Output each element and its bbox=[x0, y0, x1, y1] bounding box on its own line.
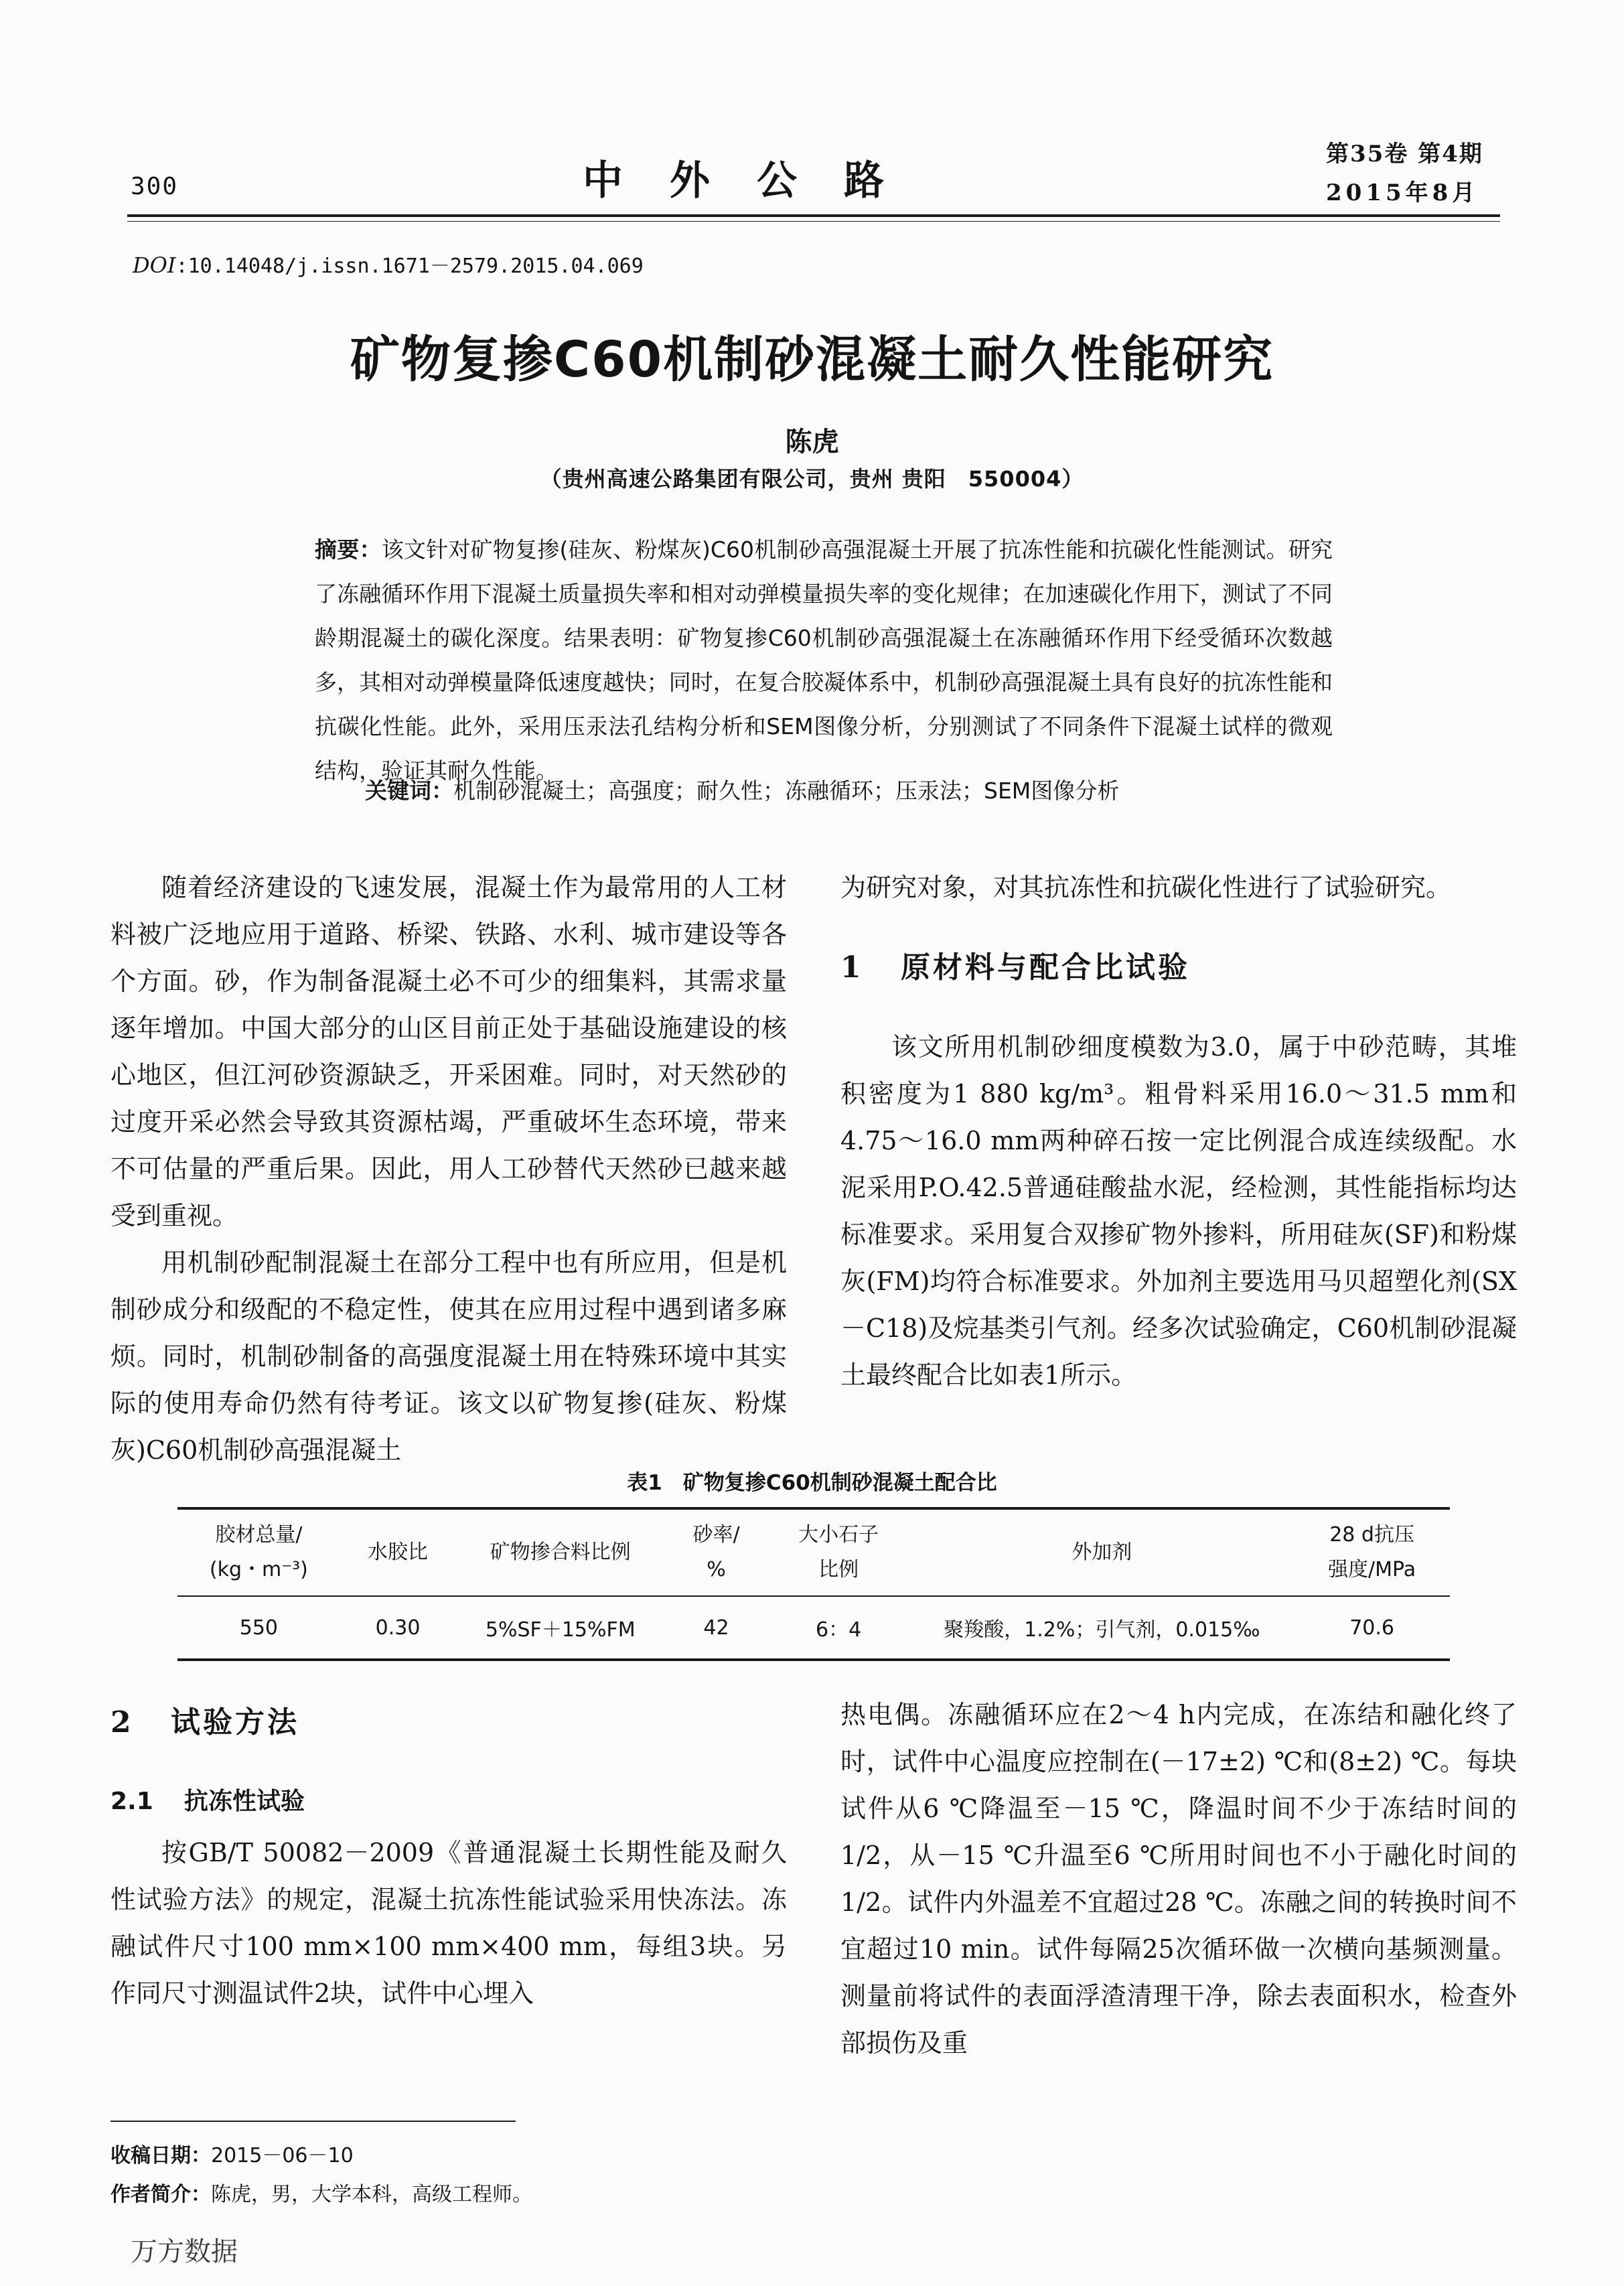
body-paragraph: 该文所用机制砂细度模数为3.0，属于中砂范畴，其堆积密度为1 880 kg/m³。粗骨料采用16.0～31.5 mm和4.75～16.0 mm两种碎石按一定比例混合成连续级配。水泥采用P.O.42.5普通硅酸盐水泥，经检测，其性能指标均达标准要求。采用复合双掺矿物外掺料，所用硅灰(SF)和粉煤灰(FM)均符合标准要求。外加剂主要选用马贝超塑化剂(SX－C18)及烷基类引气剂。经多次试验确定，C60机制砂混凝土最终配合比如表1所示。 bbox=[840, 1032, 1517, 1390]
footnote-rule bbox=[110, 2121, 516, 2122]
received-date: 收稿日期：2015－06－10 bbox=[110, 2144, 354, 2167]
table-cell: 6：4 bbox=[815, 1618, 862, 1642]
page-number: 300 bbox=[131, 173, 179, 200]
body-paragraph: 按GB/T 50082－2009《普通混凝土长期性能及耐久性试验方法》的规定，混凝土抗冻性能试验采用快冻法。冻融试件尺寸100 mm×100 mm×400 mm，每组3块。另作同尺寸测温试件2块，试件中心埋入 bbox=[110, 1838, 787, 2008]
body-column-right-upper bbox=[840, 864, 1517, 1399]
footnotes bbox=[110, 2137, 532, 2214]
body-column-left-upper bbox=[110, 864, 787, 1474]
body-paragraph: 热电偶。冻融循环应在2～4 h内完成，在冻结和融化终了时，试件中心温度应控制在(－17±2) ℃和(8±2) ℃。每块试件从6 ℃降温至－15 ℃，降温时间不少于冻结时间的1/2，从－15 ℃升温至6 ℃所用时间也不小于融化时间的1/2。试件内外温差不宜超过28 ℃。冻融之间的转换时间不宜超过10 min。试件每隔25次循环做一次横向基频测量。测量前将试件的表面浮渣清理干净，除去表面积水，检查外部损伤及重 bbox=[840, 1700, 1517, 2058]
table-row bbox=[177, 1596, 1450, 1660]
table-caption: 表1 矿物复掺C60机制砂混凝土配合比 bbox=[627, 1471, 997, 1495]
table-cell: 70.6 bbox=[1349, 1616, 1394, 1640]
journal-title: 中外公路 bbox=[583, 157, 931, 204]
volume-issue: 第35卷 第4期 bbox=[1326, 141, 1483, 167]
section-heading bbox=[110, 1699, 787, 1746]
body-paragraph: 用机制砂配制混凝土在部分工程中也有所应用，但是机制砂成分和级配的不稳定性，使其在应用过程中遇到诸多麻烦。同时，机制砂制备的高强度混凝土用在特殊环境中其实际的使用寿命仍然有待考证。该文以矿物复掺(硅灰、粉煤灰)C60机制砂高强混凝土 bbox=[110, 1248, 787, 1465]
header-rule bbox=[127, 214, 1500, 217]
keywords bbox=[365, 774, 1119, 805]
paper-title: 矿物复掺C60机制砂混凝土耐久性能研究 bbox=[350, 331, 1274, 388]
table-cell: 550 bbox=[239, 1616, 279, 1640]
table-header-row bbox=[177, 1508, 1450, 1596]
author-affiliation: （贵州高速公路集团有限公司，贵州 贵阳 550004） bbox=[540, 466, 1084, 492]
author-bio: 作者简介：陈虎，男，大学本科，高级工程师。 bbox=[110, 2183, 532, 2206]
abstract bbox=[315, 528, 1333, 793]
body-column-left-lower bbox=[110, 1691, 787, 2017]
abstract-text: 该文针对矿物复掺(硅灰、粉煤灰)C60机制砂高强混凝土开展了抗冻性能和抗碳化性能测试。研究了冻融循环作用下混凝土质量损失率和相对动弹模量损失率的变化规律；在加速碳化作用下，测试了不同龄期混凝土的碳化深度。结果表明：矿物复掺C60机制砂高强混凝土在冻融循环作用下经受循环次数越多，其相对动弹模量降低速度越快；同时，在复合胶凝体系中，机制砂高强混凝土具有良好的抗冻性能和抗碳化性能。此外，采用压汞法孔结构分析和SEM图像分析，分别测试了不同条件下混凝土试样的微观结构，验证其耐久性能。 bbox=[315, 537, 1333, 784]
table-header-cell: 水胶比 bbox=[368, 1541, 429, 1564]
doi-value: :10.14048/j.issn.1671－2579.2015.04.069 bbox=[175, 255, 644, 278]
table-cell: 0.30 bbox=[375, 1616, 421, 1640]
header-rule-thin bbox=[127, 221, 1500, 222]
body-column-right-lower bbox=[840, 1691, 1517, 2066]
section-title: 试验方法 bbox=[171, 1705, 299, 1739]
section-number: 2 bbox=[110, 1705, 134, 1739]
subsection-title: 抗冻性试验 bbox=[184, 1788, 305, 1815]
subsection-heading bbox=[110, 1778, 787, 1825]
table-header-cell: 矿物掺合料比例 bbox=[490, 1541, 631, 1564]
table-header-cell: 外加剂 bbox=[1072, 1541, 1132, 1564]
doi-label: DOI bbox=[133, 253, 176, 278]
table-cell: 5%SF＋15%FM bbox=[485, 1618, 636, 1642]
body-paragraph: 为研究对象，对其抗冻性和抗碳化性进行了试验研究。 bbox=[840, 873, 1452, 902]
table-cell: 聚羧酸，1.2%；引气剂，0.015‰ bbox=[944, 1618, 1260, 1642]
author-name: 陈虎 bbox=[785, 427, 839, 457]
subsection-number: 2.1 bbox=[110, 1788, 153, 1815]
body-paragraph: 随着经济建设的飞速发展，混凝土作为最常用的人工材料被广泛地应用于道路、桥梁、铁路、水利、城市建设等各个方面。砂，作为制备混凝土必不可少的细集料，其需求量逐年增加。中国大部分的山区目前正处于基础设施建设的核心地区，但江河砂资源缺乏，开采困难。同时，对天然砂的过度开采必然会导致其资源枯竭，严重破坏生态环境，带来不可估量的严重后果。因此，用人工砂替代天然砂已越来越受到重视。 bbox=[110, 873, 787, 1230]
doi bbox=[133, 249, 644, 279]
table-header-cell: 胶材总量/ (kg・m⁻³) bbox=[209, 1523, 308, 1581]
keywords-text: 机制砂混凝土；高强度；耐久性；冻融循环；压汞法；SEM图像分析 bbox=[453, 778, 1120, 804]
section-number: 1 bbox=[840, 950, 864, 985]
table-cell: 42 bbox=[703, 1616, 729, 1640]
table-header-cell: 28 d抗压 强度/MPa bbox=[1328, 1523, 1416, 1581]
mix-proportion-table bbox=[177, 1507, 1450, 1661]
section-heading bbox=[840, 944, 1517, 991]
keywords-label: 关键词： bbox=[365, 778, 453, 804]
publication-date: 2015年8月 bbox=[1326, 180, 1479, 206]
table-header-cell: 大小石子 比例 bbox=[798, 1523, 879, 1581]
database-watermark: 万方数据 bbox=[131, 2236, 238, 2267]
table-header-cell: 砂率/ % bbox=[692, 1523, 740, 1581]
abstract-label: 摘要： bbox=[315, 537, 382, 563]
section-title: 原材料与配合比试验 bbox=[901, 950, 1190, 985]
